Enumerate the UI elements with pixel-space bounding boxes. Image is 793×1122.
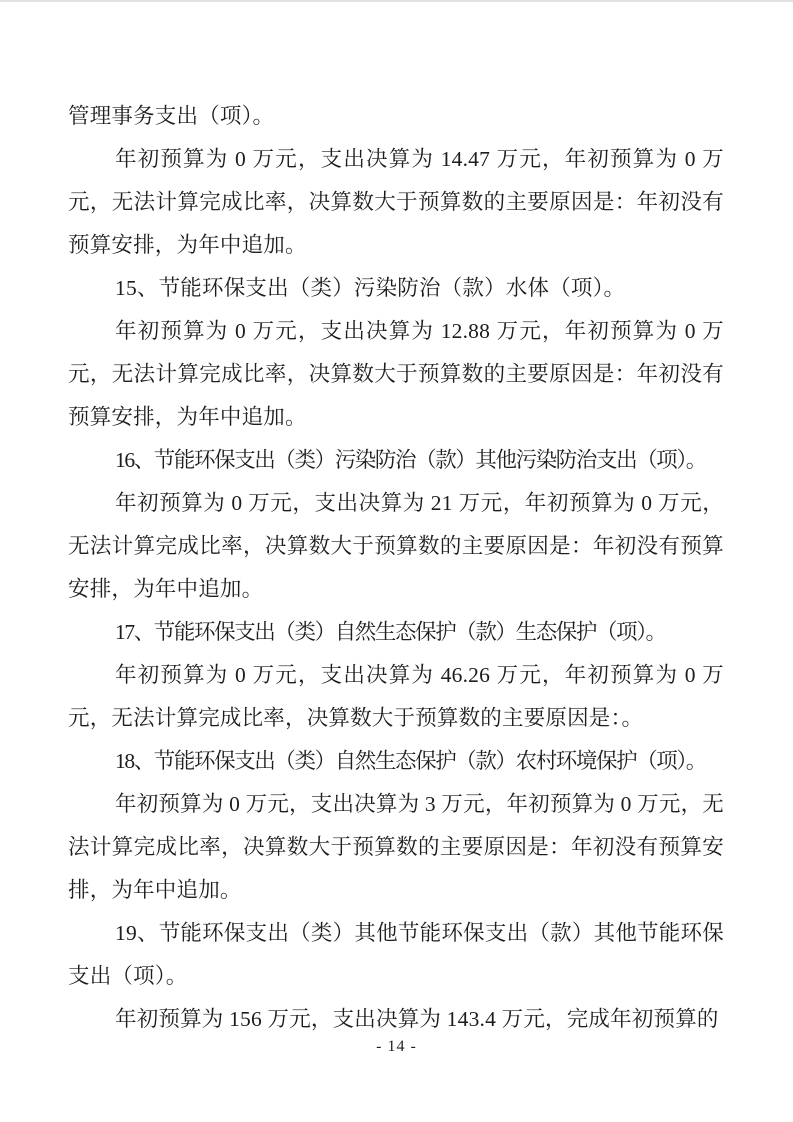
paragraph-item-17-title: 17、节能环保支出（类）自然生态保护（款）生态保护（项）。: [115, 620, 666, 644]
paragraph-item-15-detail: 年初预算为 0 万元，支出决算为 12.88 万元，年初预算为 0 万元，无法计算完成比率，决算数大于预算数的主要原因是：年初没有预算安排，为年中追加。: [68, 319, 724, 429]
paragraph-item-18-detail: 年初预算为 0 万元，支出决算为 3 万元，年初预算为 0 万元，无法计算完成比率，决算数大于预算数的主要原因是：年初没有预算安排，为年中追加。: [68, 792, 724, 902]
paragraph-item-19-title: 19、节能环保支出（类）其他节能环保支出（款）其他节能环保支出（项）。: [68, 921, 724, 988]
scan-edge-line: [0, 0, 793, 2]
paragraph-item-14-detail: 年初预算为 0 万元，支出决算为 14.47 万元，年初预算为 0 万元，无法计算完成比率，决算数大于预算数的主要原因是：年初没有预算安排，为年中追加。: [68, 147, 724, 257]
document-body: [68, 95, 724, 1041]
paragraph-item-16-title: 16、节能环保支出（类）污染防治（款）其他污染防治支出（项）。: [115, 448, 706, 472]
paragraph-item-19-detail: 年初预算为 156 万元，支出决算为 143.4 万元，完成年初预算的: [115, 1007, 719, 1031]
paragraph-continuation: 管理事务支出（项）。: [68, 104, 275, 128]
paragraph-item-17-detail: 年初预算为 0 万元，支出决算为 46.26 万元，年初预算为 0 万元，无法计算完成比率，决算数大于预算数的主要原因是：。: [68, 663, 724, 730]
paragraph-item-18-title: 18、节能环保支出（类）自然生态保护（款）农村环境保护（项）。: [115, 749, 706, 773]
paragraph-item-15-title: 15、节能环保支出（类）污染防治（款）水体（项）。: [115, 276, 626, 300]
page-number: - 14 -: [376, 1038, 417, 1055]
paragraph-item-16-detail: 年初预算为 0 万元，支出决算为 21 万元，年初预算为 0 万元，无法计算完成比率，决算数大于预算数的主要原因是：年初没有预算安排，为年中追加。: [68, 491, 724, 601]
